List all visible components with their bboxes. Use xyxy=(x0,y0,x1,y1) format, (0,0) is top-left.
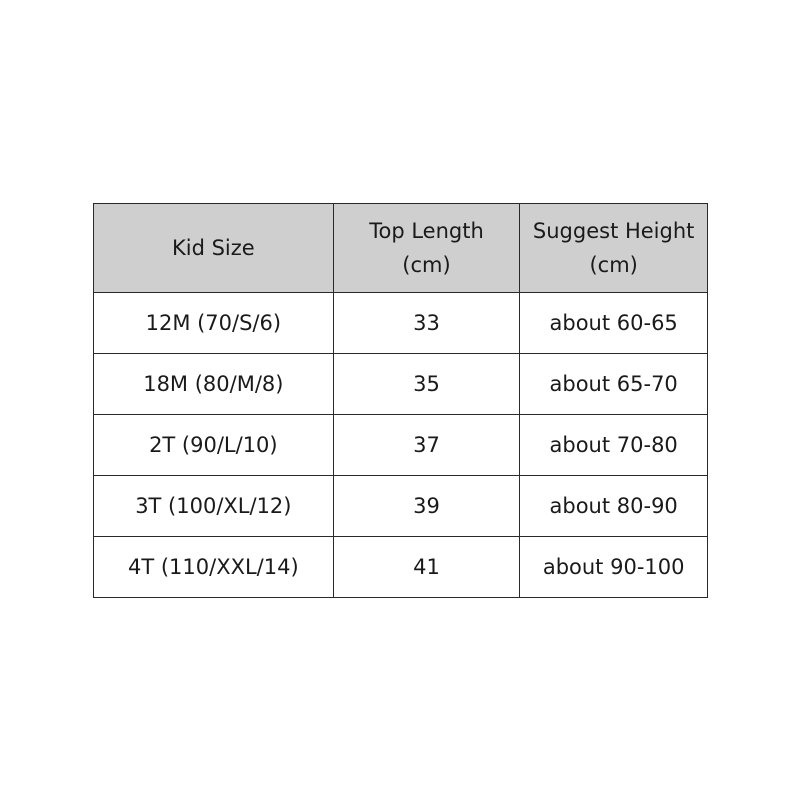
cell-top-length: 37 xyxy=(333,415,520,476)
table-row xyxy=(94,415,708,476)
table-row xyxy=(94,537,708,598)
header-suggest-height-label: Suggest Height xyxy=(532,219,695,243)
cell-suggest-height: about 60-65 xyxy=(520,293,708,354)
table-body xyxy=(94,293,708,598)
header-suggest-height-unit: (cm) xyxy=(589,253,638,277)
cell-suggest-height: about 80-90 xyxy=(520,476,708,537)
cell-kid-size: 12M (70/S/6) xyxy=(94,293,334,354)
cell-top-length: 33 xyxy=(333,293,520,354)
header-kid-size xyxy=(94,204,334,293)
cell-suggest-height: about 65-70 xyxy=(520,354,708,415)
cell-top-length: 35 xyxy=(333,354,520,415)
size-chart-table xyxy=(93,203,708,598)
header-row xyxy=(94,204,708,293)
header-top-length-label: Top Length xyxy=(369,219,484,243)
table-row xyxy=(94,293,708,354)
header-kid-size-label: Kid Size xyxy=(171,236,255,260)
header-top-length xyxy=(333,204,520,293)
header-suggest-height xyxy=(520,204,708,293)
cell-suggest-height: about 90-100 xyxy=(520,537,708,598)
cell-kid-size: 3T (100/XL/12) xyxy=(94,476,334,537)
table-row xyxy=(94,354,708,415)
cell-kid-size: 4T (110/XXL/14) xyxy=(94,537,334,598)
cell-kid-size: 2T (90/L/10) xyxy=(94,415,334,476)
cell-suggest-height: about 70-80 xyxy=(520,415,708,476)
table-row xyxy=(94,476,708,537)
cell-top-length: 41 xyxy=(333,537,520,598)
cell-kid-size: 18M (80/M/8) xyxy=(94,354,334,415)
cell-top-length: 39 xyxy=(333,476,520,537)
table-header xyxy=(94,204,708,293)
header-top-length-unit: (cm) xyxy=(402,253,451,277)
